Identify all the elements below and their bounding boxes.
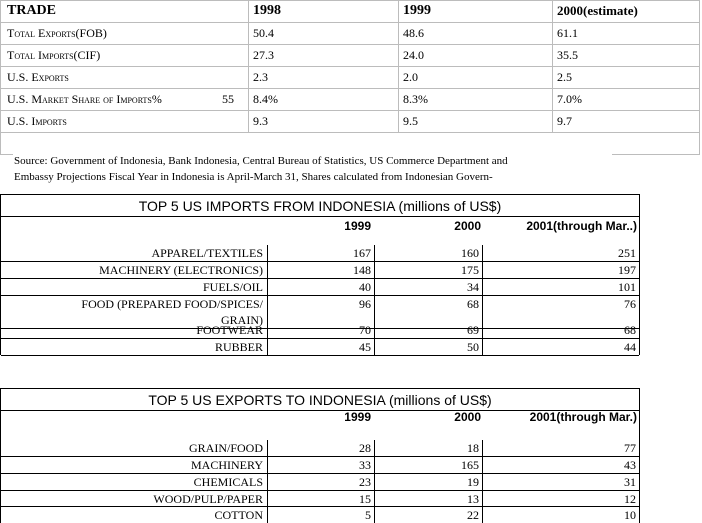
exports-cell-2001: 43 [624, 458, 636, 472]
exports-cell-2001: 10 [624, 508, 636, 522]
row-divider [1, 355, 639, 356]
exports-cell-1999: 23 [359, 475, 371, 489]
imports-cell-1999: 45 [359, 340, 371, 354]
exports-row-label: GRAIN/FOOD [188, 441, 263, 455]
trade-cell-2000: 7.0% [557, 92, 582, 106]
source-note-line: Source: Government of Indonesia, Bank Indonesia, Central Bureau of Statistics, US Commerce Department and [14, 155, 508, 167]
trade-cell-2000: 2.5 [557, 70, 572, 84]
exports-cell-2001: 12 [624, 492, 636, 506]
imports-cell-2001: 76 [624, 297, 636, 311]
trade-cell-2000: 35.5 [557, 48, 578, 62]
trade-row [0, 66, 700, 88]
exports-table [0, 388, 640, 523]
imports-table-title: TOP 5 US IMPORTS FROM INDONESIA (millions of US$) [138, 198, 502, 214]
imports-row-label: RUBBER [214, 340, 263, 354]
exports-row-label: CHEMICALS [193, 475, 263, 489]
imports-cell-2000: 69 [467, 323, 479, 337]
trade-header-1999: 1999 [403, 3, 431, 18]
trade-row-label: U.S. Exports [7, 70, 69, 84]
imports-row-label: FOOTWEAR [196, 323, 263, 337]
exports-row-label: WOOD/PULP/PAPER [153, 492, 263, 506]
imports-cell-2001: 44 [624, 340, 636, 354]
trade-cell-1998: 50.4 [253, 26, 274, 40]
imports-cell-1999: 40 [359, 280, 371, 294]
exports-cell-2000: 19 [467, 475, 479, 489]
trade-row-label: U.S. Imports [7, 114, 67, 128]
trade-cell-1999: 48.6 [403, 26, 424, 40]
exports-cell-2000: 13 [467, 492, 479, 506]
trade-row [0, 22, 700, 44]
trade-cell-1999: 8.3% [403, 92, 428, 106]
imports-row-label-cont: GRAIN) [221, 313, 263, 327]
trade-row-label: U.S. Market Share of Imports% [7, 92, 162, 106]
exports-cell-2000: 165 [461, 458, 479, 472]
title-divider [1, 216, 639, 217]
trade-cell-2000: 9.7 [557, 114, 572, 128]
trade-row-label: Total Exports(FOB) [7, 26, 107, 40]
imports-cell-2001: 197 [618, 263, 636, 277]
trade-row-extra: 55 [222, 92, 234, 106]
trade-cell-1999: 9.5 [403, 114, 418, 128]
grid-line [0, 132, 700, 133]
exports-row-label: MACHINERY [190, 458, 263, 472]
imports-cell-2000: 68 [467, 297, 479, 311]
exports-cell-2000: 22 [467, 508, 479, 522]
trade-header-1998: 1998 [253, 3, 281, 18]
imports-cell-2000: 175 [461, 263, 479, 277]
imports-cell-1999: 167 [353, 246, 371, 260]
exports-col-2001: 2001(through Mar.) [529, 410, 637, 424]
imports-row-label: APPAREL/TEXTILES [151, 246, 263, 260]
exports-cell-1999: 5 [365, 508, 371, 522]
exports-cell-2001: 77 [624, 441, 636, 455]
imports-row-label: FOOD (PREPARED FOOD/SPICES/ [81, 297, 263, 311]
source-note [14, 153, 654, 185]
imports-cell-1999: 96 [359, 297, 371, 311]
exports-table-title: TOP 5 US EXPORTS TO INDONESIA (millions of US$) [148, 392, 492, 408]
trade-cell-2000: 61.1 [557, 26, 578, 40]
trade-header-row [0, 0, 700, 22]
exports-cell-2000: 18 [467, 441, 479, 455]
imports-cell-2000: 50 [467, 340, 479, 354]
imports-col-2000: 2000 [454, 219, 481, 233]
trade-row-label: Total Imports(CIF) [7, 48, 101, 62]
exports-cell-2001: 31 [624, 475, 636, 489]
trade-row [0, 88, 700, 110]
imports-col-2001: 2001(through Mar..) [526, 219, 637, 233]
imports-cell-2001: 101 [618, 280, 636, 294]
exports-cell-1999: 15 [359, 492, 371, 506]
imports-row-label: FUELS/OIL [203, 280, 263, 294]
trade-cell-1998: 27.3 [253, 48, 274, 62]
exports-col-1999: 1999 [344, 410, 371, 424]
trade-cell-1998: 2.3 [253, 70, 268, 84]
exports-row-label: COTTON [214, 508, 263, 522]
exports-cell-1999: 28 [359, 441, 371, 455]
imports-cell-2001: 68 [624, 323, 636, 337]
trade-header-2000: 2000(estimate) [557, 3, 638, 18]
trade-row [0, 44, 700, 66]
grid-line [0, 154, 13, 155]
trade-header-label: TRADE [7, 3, 57, 18]
trade-cell-1999: 24.0 [403, 48, 424, 62]
imports-row-label: MACHINERY (ELECTRONICS) [99, 263, 263, 277]
trade-cell-1999: 2.0 [403, 70, 418, 84]
trade-cell-1998: 9.3 [253, 114, 268, 128]
exports-col-2000: 2000 [454, 410, 481, 424]
imports-cell-2001: 251 [618, 246, 636, 260]
imports-col-1999: 1999 [344, 219, 371, 233]
imports-cell-2000: 34 [467, 280, 479, 294]
trade-cell-1998: 8.4% [253, 92, 278, 106]
source-note-line: Embassy Projections Fiscal Year in Indonesia is April-March 31, Shares calculated from Indonesian Govern- [14, 171, 493, 183]
imports-cell-1999: 148 [353, 263, 371, 277]
trade-row [0, 110, 700, 132]
imports-table [0, 194, 640, 355]
imports-cell-1999: 70 [359, 323, 371, 337]
exports-cell-1999: 33 [359, 458, 371, 472]
imports-cell-2000: 160 [461, 246, 479, 260]
